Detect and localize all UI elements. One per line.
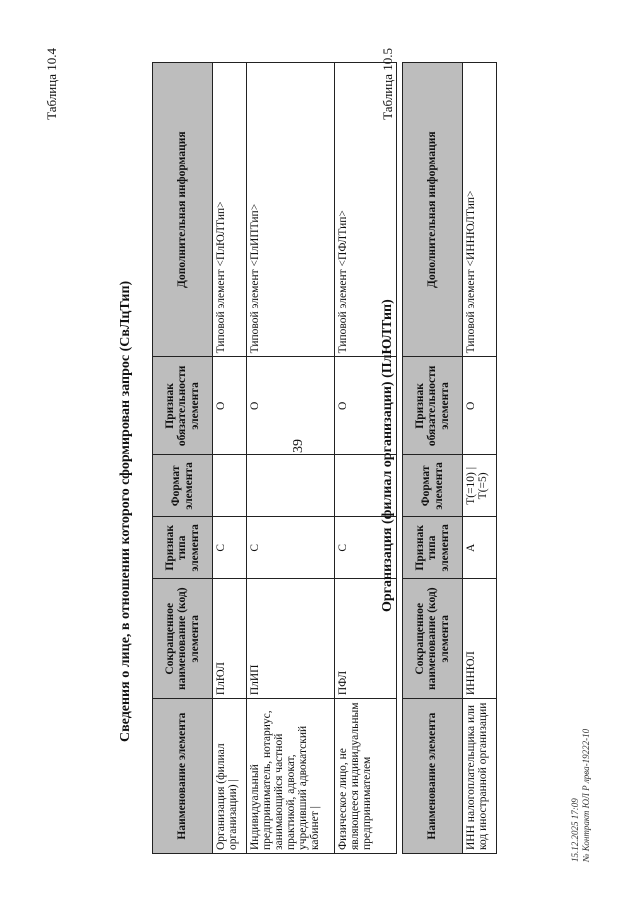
table-row [247,63,335,854]
footer-line2: № Контракт ЮЛ Р лрва-19222-10 [580,728,591,862]
table-row [463,63,497,854]
table1-header-cell: Формат элемента [153,455,213,517]
table-cell: О [247,357,335,455]
table-cell: А [463,517,497,579]
table-cell [213,455,247,517]
table-pljul [402,62,497,854]
table1-caption: Таблица 10.4 [44,48,59,120]
table2-header-cell: Признак обязательности элемента [403,357,463,455]
table-cell: ПлЮЛ [213,579,247,699]
table1-header-row [153,63,213,854]
table2-header-cell: Дополнительная информация [403,63,463,357]
table-cell: О [463,357,497,455]
table-cell: ИННЮЛ [463,579,497,699]
table1-title: Сведения о лице, в отношении которого сформирован запрос (СвЛцТип) [118,280,133,742]
table-cell: ИНН налогоплательщика или код иностранной организации [463,699,497,854]
table-cell: Индивидуальный предприниматель, нотариус, занимающийся частной практикой, адвокат, учредивший адвокатский кабинет | [247,699,335,854]
table-svlc [152,62,397,854]
table-cell: О [335,357,397,455]
table2-title: Организация (филиал организации) (ПлЮЛТип) [380,299,395,612]
page-number: 39 [291,439,306,453]
table1-header-cell: Признак обязательности элемента [153,357,213,455]
table2-header-row [403,63,463,854]
table2-caption: Таблица 10.5 [380,48,395,120]
table-cell: Типовой элемент <ПФЛТип> [335,63,397,357]
table-cell: Типовой элемент <ПлЮЛТип> [213,63,247,357]
footer-stamp [570,729,592,862]
table-cell: ПФЛ [335,579,397,699]
footer-line1: 15.12.2025 17:09 [570,798,580,862]
table-cell: С [247,517,335,579]
table-cell: Типовой элемент <ИННЮЛТип> [463,63,497,357]
table-cell: Физическое лицо, не являющееся индивидуальным предпринимателем [335,699,397,854]
table-cell: ПлИП [247,579,335,699]
table1-header-cell: Наименование элемента [153,699,213,854]
table2-header-cell: Наименование элемента [403,699,463,854]
rotated-document [40,40,600,862]
table1-header-cell: Признак типа элемента [153,517,213,579]
table-cell: Организация (филиал организации) | [213,699,247,854]
table-cell: С [335,517,397,579]
table-row [213,63,247,854]
table2-header-cell: Признак типа элемента [403,517,463,579]
table-cell [247,455,335,517]
table1-header-cell: Дополнительная информация [153,63,213,357]
table-cell: С [213,517,247,579]
table-cell: T(=10) | T(=5) [463,455,497,517]
table2-header-cell: Формат элемента [403,455,463,517]
table2-header-cell: Сокращенное наименование (код) элемента [403,579,463,699]
table1-header-cell: Сокращенное наименование (код) элемента [153,579,213,699]
table-cell: О [213,357,247,455]
table-cell: Типовой элемент <ПлИПТип> [247,63,335,357]
